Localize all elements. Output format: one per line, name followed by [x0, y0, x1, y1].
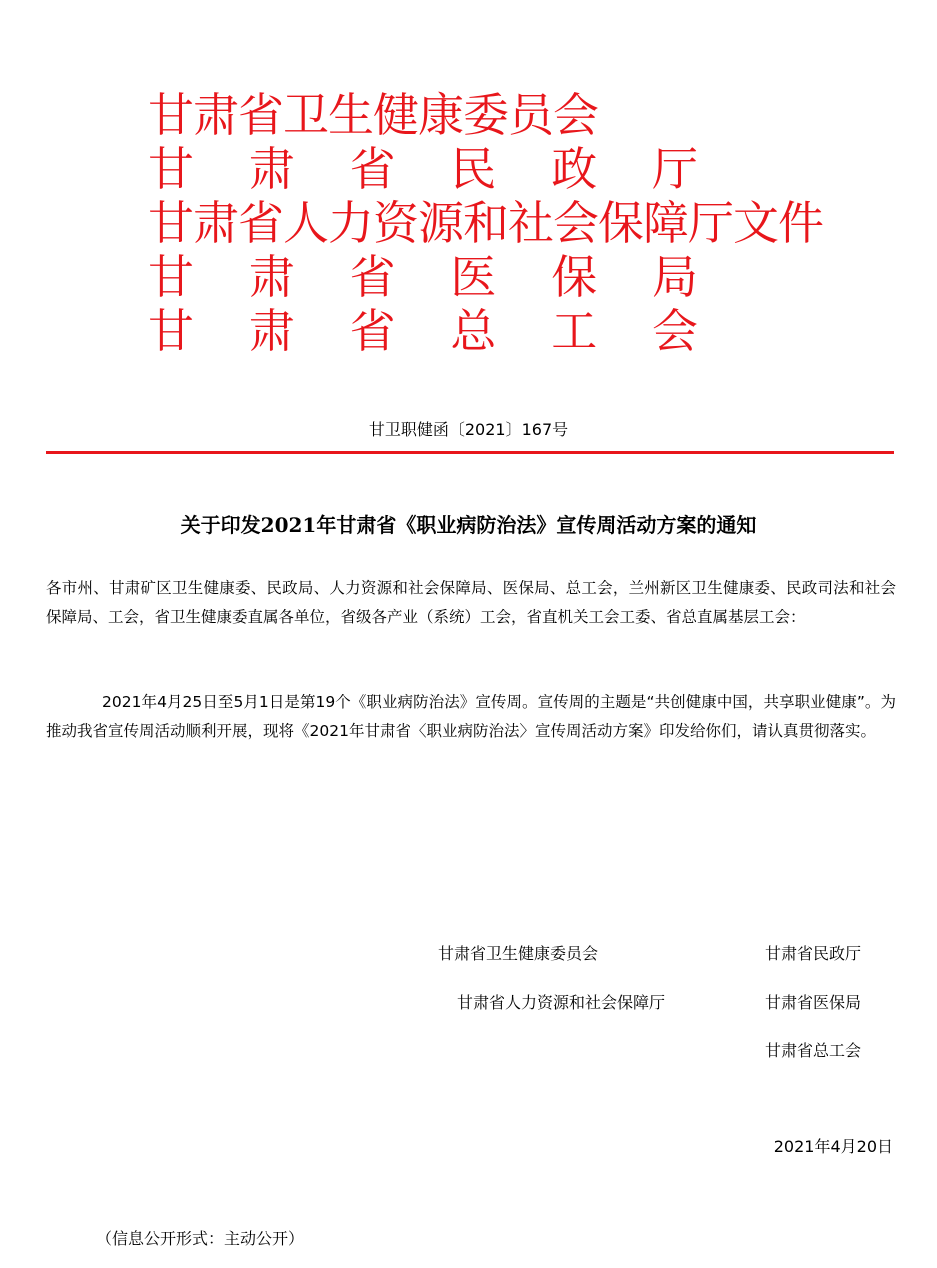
header-char: 肃 — [248, 142, 295, 196]
header-agency-health-commission: 甘肃省卫生健康委员会 — [148, 88, 598, 142]
header-agency-civil-affairs — [148, 142, 698, 196]
header-char: 甘 — [148, 142, 194, 196]
header-char: 厅 — [651, 142, 698, 196]
header-char: 民 — [450, 142, 497, 196]
issue-date: 2021年4月20日 — [773, 1137, 893, 1156]
header-char: 甘 — [148, 250, 194, 304]
header-char: 医 — [450, 250, 497, 304]
signatory-medical-insurance: 甘肃省医保局 — [765, 993, 862, 1012]
document-number: 甘卫职健函〔2021〕167号 — [368, 420, 569, 439]
addressee-paragraph: 各市州、甘肃矿区卫生健康委、民政局、人力资源和社会保障局、医保局、总工会，兰州新区卫生健康委、民政司法和社会保障局、工会，省卫生健康委直属各单位，省级各产业（系统）工会，省直机关工会工委、省总直属基层工会： — [46, 579, 896, 626]
disclosure-note: （信息公开形式：主动公开） — [96, 1229, 305, 1248]
header-char: 局 — [651, 250, 698, 304]
header-char: 总 — [450, 304, 497, 358]
header-char: 省 — [349, 142, 396, 196]
header-char: 肃 — [248, 304, 295, 358]
signatory-trade-union: 甘肃省总工会 — [765, 1041, 862, 1060]
signatory-human-resources: 甘肃省人力资源和社会保障厅 — [457, 993, 666, 1012]
header-agency-trade-union — [148, 304, 698, 358]
issuing-agencies-header — [148, 88, 823, 358]
red-divider — [46, 451, 894, 454]
header-agency-human-resources: 甘肃省人力资源和社会保障厅文件 — [148, 196, 823, 250]
header-char: 会 — [651, 304, 698, 358]
header-char: 肃 — [248, 250, 295, 304]
signatory-civil-affairs: 甘肃省民政厅 — [765, 944, 862, 963]
body-paragraph: 2021年4月25日至5月1日是第19个《职业病防治法》宣传周。宣传周的主题是“共创健康中国，共享职业健康”。为推动我省宣传周活动顺利开展，现将《2021年甘肃省〈职业病防治法〉宣传周活动方案》印发给你们，请认真贯彻落实。 — [46, 693, 896, 740]
header-char: 省 — [349, 304, 396, 358]
header-char: 省 — [349, 250, 396, 304]
header-char: 保 — [551, 250, 598, 304]
header-char: 工 — [551, 304, 598, 358]
header-char: 政 — [551, 142, 598, 196]
signatory-health-commission: 甘肃省卫生健康委员会 — [438, 944, 599, 963]
header-agency-medical-insurance — [148, 250, 698, 304]
header-char: 甘 — [148, 304, 194, 358]
document-title: 关于印发2021年甘肃省《职业病防治法》宣传周活动方案的通知 — [180, 513, 757, 537]
